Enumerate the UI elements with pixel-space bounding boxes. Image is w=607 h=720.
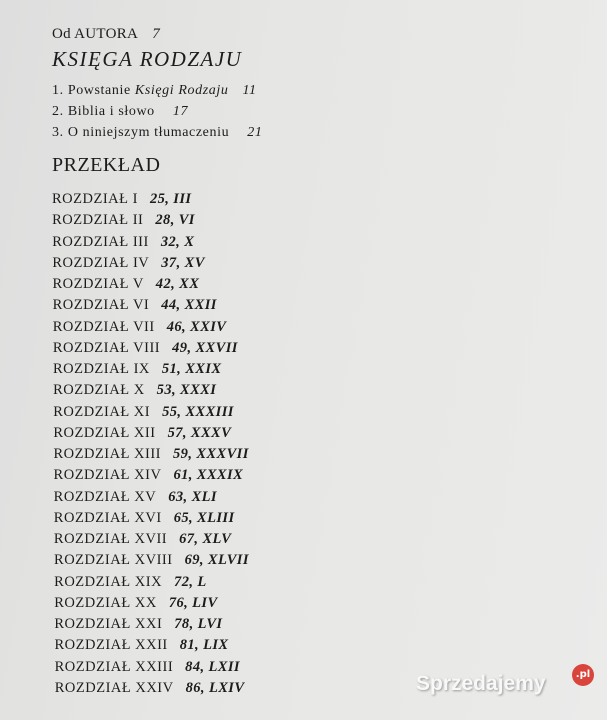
chapter-entry [54, 510, 235, 527]
entry-text: O niniejszym tłumaczeniu [67, 125, 230, 140]
chapter-entry [53, 297, 217, 314]
chapter-entry [54, 489, 217, 506]
chapter-label: ROZDZIAŁ XIV [53, 467, 162, 484]
chapter-entry [53, 425, 231, 442]
chapter-entry [54, 595, 217, 612]
chapter-label: ROZDZIAŁ II [52, 212, 144, 229]
chapter-label: ROZDZIAŁ XXIII [54, 658, 174, 675]
chapter-page-ref: 42, XX [155, 276, 200, 292]
chapter-label: ROZDZIAŁ XXIV [54, 679, 174, 696]
chapter-label: ROZDZIAŁ XXI [54, 616, 163, 632]
chapter-label: ROZDZIAŁ XV [53, 488, 157, 505]
chapter-page-ref: 67, XLV [179, 531, 232, 547]
chapter-entry [52, 212, 195, 229]
chapter-entry [53, 446, 248, 463]
chapter-entry [53, 319, 227, 336]
chapter-label: ROZDZIAŁ I [52, 191, 138, 207]
chapter-label: ROZDZIAŁ IX [52, 361, 150, 377]
toc-entry [52, 83, 257, 99]
chapter-page-ref: 55, XXXIII [162, 403, 234, 420]
entry-page: 21 [247, 125, 263, 140]
watermark-logo [416, 672, 546, 696]
chapter-entry [54, 616, 222, 633]
chapter-entry [52, 255, 204, 272]
section-title-ksiega-rodzaju: KSIĘGA RODZAJU [52, 47, 243, 71]
chapter-label: ROZDZIAŁ XII [53, 424, 156, 441]
chapter-page-ref: 84, LXII [185, 658, 240, 675]
chapter-entry [55, 637, 229, 654]
chapter-label: ROZDZIAŁ III [52, 233, 149, 250]
chapter-entry [53, 382, 216, 399]
chapter-page-ref: 32, X [160, 233, 195, 250]
chapter-page-ref: 44, XXII [161, 297, 217, 314]
chapter-entry [52, 234, 194, 251]
entry-text: Biblia i słowo [67, 104, 155, 119]
chapter-label: ROZDZIAŁ XXII [54, 637, 168, 654]
chapter-page-ref: 25, III [149, 191, 192, 207]
chapter-entry [52, 276, 199, 293]
watermark-text: Sprzedajemy [416, 672, 546, 695]
entry-number: 3. [52, 125, 64, 140]
chapter-page-ref: 81, LIX [179, 637, 229, 654]
entry-label: Od AUTORA [52, 26, 139, 42]
chapter-entry [53, 361, 222, 378]
toc-entry [52, 104, 188, 120]
chapter-label: ROZDZIAŁ VII [52, 318, 155, 335]
chapter-page-ref: 49, XXVII [172, 339, 238, 356]
entry-page: 7 [152, 26, 160, 42]
chapter-page-ref: 69, XLVII [184, 552, 249, 569]
chapter-page-ref: 76, LIV [168, 594, 218, 611]
chapter-page-ref: 86, LXIV [185, 679, 245, 696]
chapter-entry [55, 680, 245, 697]
chapter-page-ref: 72, L [174, 573, 207, 590]
chapter-label: ROZDZIAŁ IV [52, 254, 150, 271]
chapter-label: ROZDZIAŁ V [52, 276, 144, 292]
chapter-entry [53, 404, 234, 421]
chapter-label: ROZDZIAŁ XX [54, 594, 157, 611]
chapter-label: ROZDZIAŁ VI [52, 297, 150, 314]
chapter-page-ref: 53, XXXI [156, 382, 217, 399]
chapter-label: ROZDZIAŁ XVII [53, 531, 168, 547]
chapter-entry [54, 574, 207, 591]
chapter-page-ref: 61, XXXIX [173, 467, 244, 484]
chapter-label: ROZDZIAŁ VIII [52, 339, 161, 356]
chapter-label: ROZDZIAŁ XVIII [54, 552, 173, 569]
chapter-entry [54, 467, 244, 484]
chapter-page-ref: 51, XXIX [161, 361, 222, 377]
chapter-label: ROZDZIAŁ XIII [53, 446, 162, 462]
chapter-label: ROZDZIAŁ XVI [53, 509, 162, 526]
watermark-badge: .pl [572, 664, 594, 686]
chapter-page-ref: 46, XXIV [166, 318, 227, 335]
chapter-label: ROZDZIAŁ XI [53, 403, 151, 420]
entry-page: 17 [172, 104, 189, 119]
entry-page: 11 [242, 83, 257, 98]
section-title-przeklad: PRZEKŁAD [52, 154, 161, 176]
entry-text: Powstanie [67, 83, 131, 98]
chapter-page-ref: 59, XXXVII [173, 446, 249, 462]
chapter-entry [55, 659, 240, 676]
entry-number: 1. [52, 83, 64, 98]
chapter-page-ref: 78, LVI [174, 616, 223, 632]
chapter-page-ref: 57, XXXV [167, 424, 232, 441]
chapter-page-ref: 63, XLI [168, 488, 217, 505]
chapter-label: ROZDZIAŁ X [53, 382, 145, 399]
chapter-entry [53, 340, 238, 357]
entry-italic-text: Księgi Rodzaju [134, 83, 229, 98]
chapter-entry [54, 552, 249, 569]
chapter-page-ref: 28, VI [155, 212, 195, 229]
entry-number: 2. [52, 104, 64, 119]
chapter-page-ref: 37, XV [161, 254, 205, 271]
toc-entry-author-foreword [52, 26, 160, 43]
chapter-entry [52, 191, 191, 208]
chapter-page-ref: 65, XLIII [173, 509, 235, 526]
toc-entry [52, 125, 262, 141]
chapter-entry [54, 531, 231, 548]
chapter-label: ROZDZIAŁ XIX [54, 573, 163, 590]
